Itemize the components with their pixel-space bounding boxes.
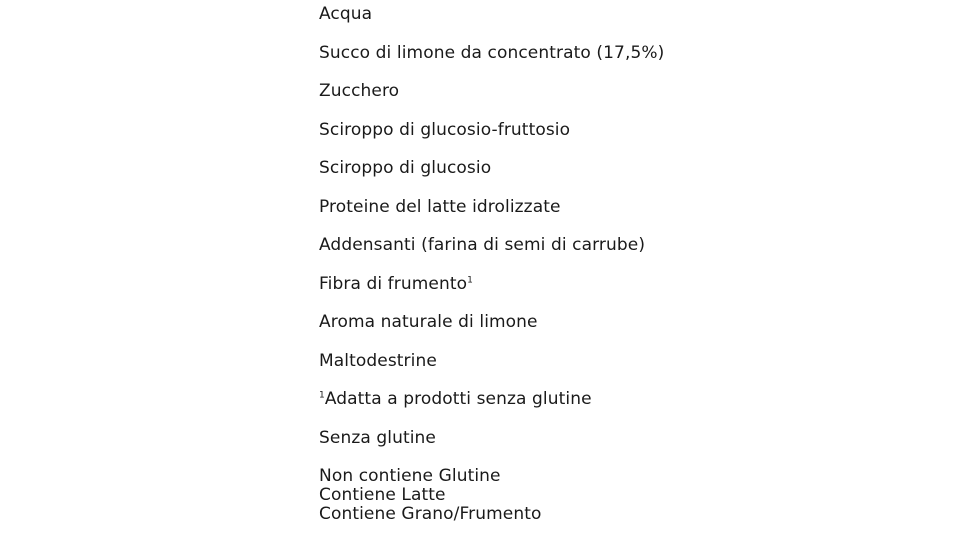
footnote-mark: 1 bbox=[467, 274, 473, 285]
footnote-item bbox=[319, 390, 664, 429]
ingredient-item bbox=[319, 44, 664, 83]
ingredient-text: Sciroppo di glucosio bbox=[319, 158, 492, 178]
ingredient-text: Succo di limone da concentrato (17,5%) bbox=[319, 42, 665, 63]
ingredient-text: Fibra di frumento bbox=[319, 273, 468, 294]
ingredient-text: Zucchero bbox=[319, 81, 400, 101]
ingredient-text: Addensanti (farina di semi di carrube) bbox=[319, 235, 646, 255]
ingredient-item bbox=[319, 236, 664, 275]
ingredient-text: Acqua bbox=[319, 4, 373, 24]
ingredient-item bbox=[319, 5, 664, 44]
ingredient-item bbox=[319, 82, 664, 121]
footnote-text: Adatta a prodotti senza glutine bbox=[324, 389, 592, 409]
ingredient-text: Maltodestrine bbox=[319, 350, 437, 371]
allergen-line: Contiene Latte bbox=[319, 485, 446, 505]
ingredient-item bbox=[319, 429, 664, 468]
ingredient-item bbox=[319, 198, 664, 237]
ingredient-text: Aroma naturale di limone bbox=[319, 312, 538, 332]
gluten-free-claim: Senza glutine bbox=[319, 427, 436, 448]
ingredient-item bbox=[319, 159, 664, 198]
allergen-line: Contiene Grano/Frumento bbox=[319, 504, 542, 524]
ingredient-item bbox=[319, 313, 664, 352]
ingredient-item bbox=[319, 121, 664, 160]
ingredient-item bbox=[319, 352, 664, 391]
allergen-line: Non contiene Glutine bbox=[319, 466, 501, 486]
ingredient-item bbox=[319, 275, 664, 314]
ingredient-text: Sciroppo di glucosio-fruttosio bbox=[319, 119, 571, 140]
allergen-statement bbox=[319, 467, 664, 524]
ingredient-text: Proteine del latte idrolizzate bbox=[319, 196, 561, 217]
ingredient-list bbox=[319, 5, 664, 524]
footnote-mark: 1 bbox=[319, 390, 325, 401]
